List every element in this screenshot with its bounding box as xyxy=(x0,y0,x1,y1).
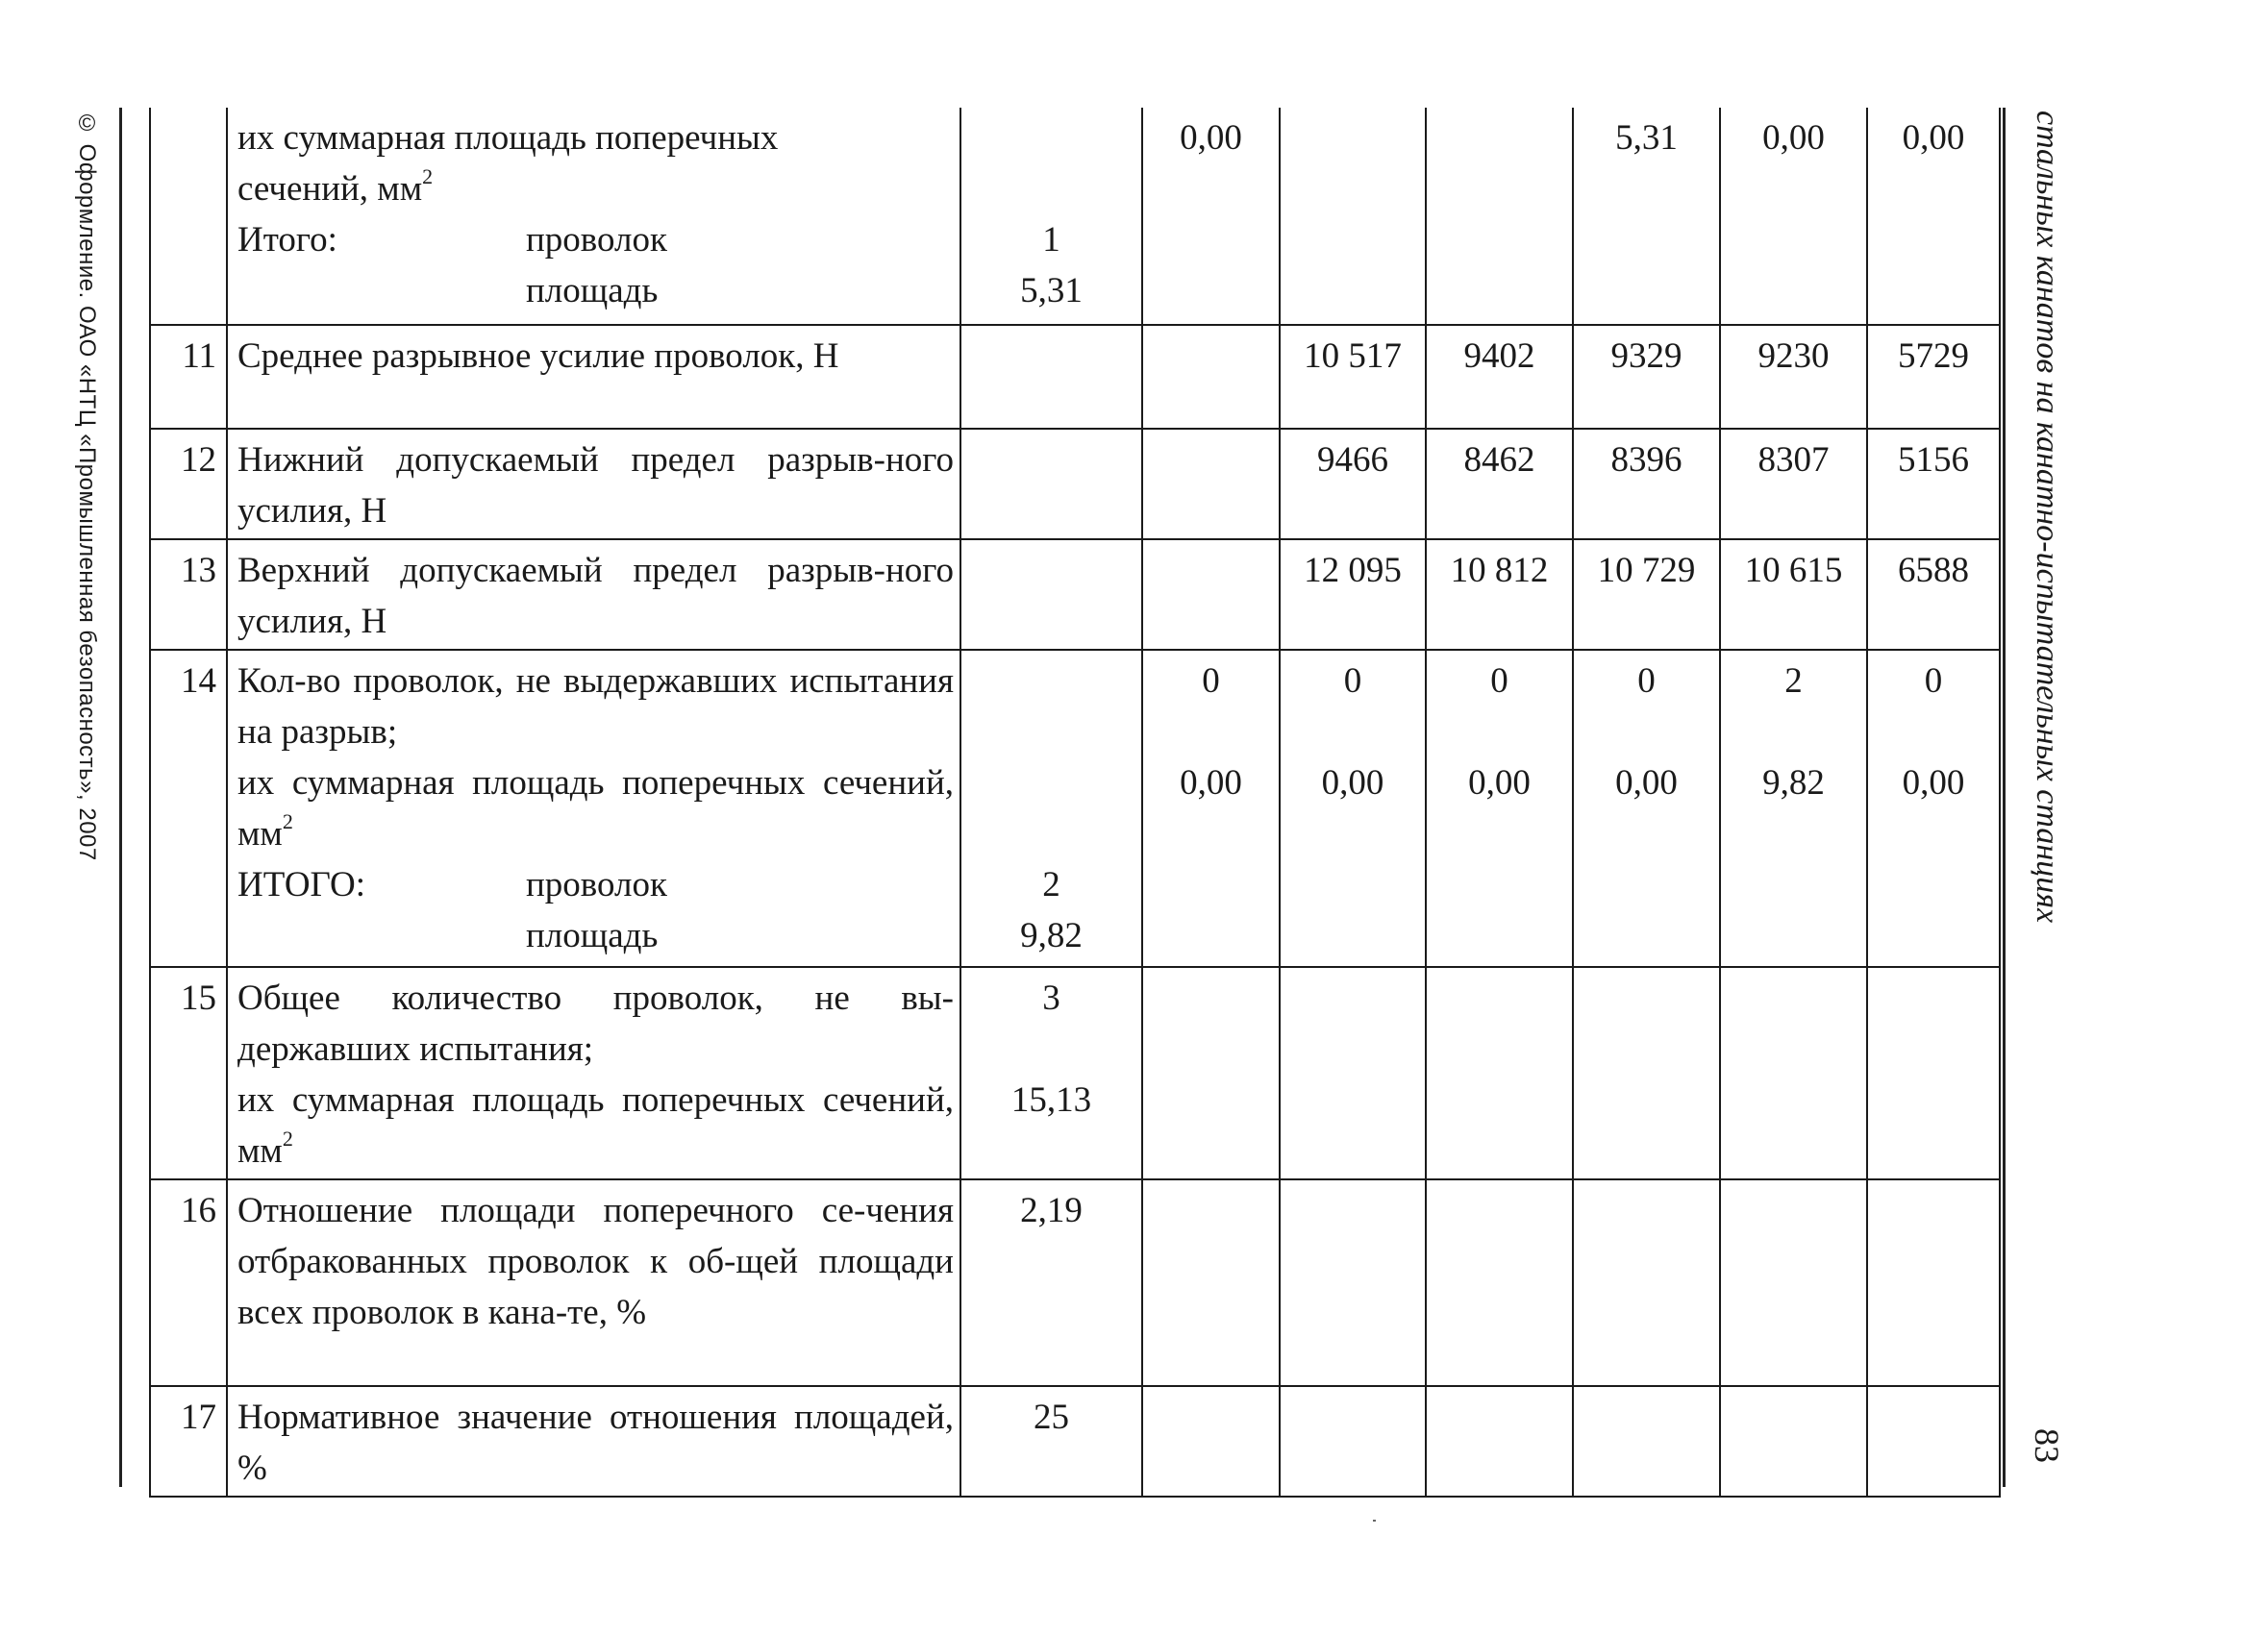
value-cell: 0 0,00 xyxy=(1867,650,2000,967)
value-cell xyxy=(1426,108,1573,325)
value-cell xyxy=(1280,967,1426,1179)
value-cell: 0 0,00 xyxy=(1142,650,1280,967)
value-cell: 10 615 xyxy=(1720,539,1867,650)
value-cell xyxy=(1142,429,1280,539)
total-cell: 1 5,31 xyxy=(960,108,1142,325)
value-cell: 10 517 xyxy=(1280,325,1426,429)
row-description: Отношение площади поперечного се-чения отбракованных проволок к об-щей площади всех проволок в кана-те, % xyxy=(227,1179,960,1386)
value-cell: 8396 xyxy=(1573,429,1720,539)
copyright-vertical: © Оформление. ОАО «НТЦ «Промышленная безопасность», 2007 xyxy=(74,111,100,861)
value-cell: 9329 xyxy=(1573,325,1720,429)
value-cell xyxy=(1867,967,2000,1179)
row-description: Верхний допускаемый предел разрыв-ного усилия, Н xyxy=(227,539,960,650)
table-row xyxy=(150,1179,2000,1386)
row-number: 16 xyxy=(150,1179,227,1386)
value-cell xyxy=(1720,967,1867,1179)
value-cell xyxy=(1720,1386,1867,1497)
value-cell: 12 095 xyxy=(1280,539,1426,650)
value-cell: 9402 xyxy=(1426,325,1573,429)
value-cell: 5729 xyxy=(1867,325,2000,429)
right-margin-rule xyxy=(2003,108,2006,1487)
row-description: Нижний допускаемый предел разрыв-ного усилия, Н xyxy=(227,429,960,539)
row-number: 17 xyxy=(150,1386,227,1497)
table-row xyxy=(150,429,2000,539)
total-cell: 3 15,13 xyxy=(960,967,1142,1179)
value-cell xyxy=(1280,108,1426,325)
value-cell: 8307 xyxy=(1720,429,1867,539)
page-number: 83 xyxy=(2028,1428,2066,1463)
running-header-vertical: стальных канатов на канатно-испытательных станциях xyxy=(2030,111,2065,924)
value-cell: 0 0,00 xyxy=(1426,650,1573,967)
value-cell: 0,00 xyxy=(1142,108,1280,325)
value-cell xyxy=(1426,967,1573,1179)
value-cell xyxy=(1142,1179,1280,1386)
value-cell: 0 0,00 xyxy=(1573,650,1720,967)
value-cell xyxy=(1573,1179,1720,1386)
row-description: Нормативное значение отношения площадей, % xyxy=(227,1386,960,1497)
row-description: их суммарная площадь поперечных сечений, $мм^2$ Итого: проволок площадь xyxy=(227,108,960,325)
scan-speck xyxy=(1373,1520,1376,1522)
results-table xyxy=(149,108,2001,1498)
total-cell: 25 xyxy=(960,1386,1142,1497)
value-cell xyxy=(1142,325,1280,429)
value-cell xyxy=(1426,1386,1573,1497)
table-row xyxy=(150,108,2000,325)
value-cell xyxy=(1720,1179,1867,1386)
value-cell: 0,00 xyxy=(1720,108,1867,325)
table-row xyxy=(150,325,2000,429)
value-cell xyxy=(1142,1386,1280,1497)
value-cell xyxy=(1142,967,1280,1179)
value-cell: 9466 xyxy=(1280,429,1426,539)
value-cell: 5,31 xyxy=(1573,108,1720,325)
value-cell xyxy=(1867,1386,2000,1497)
value-cell: 10 812 xyxy=(1426,539,1573,650)
row-number: 11 xyxy=(150,325,227,429)
value-cell: 2 9,82 xyxy=(1720,650,1867,967)
value-cell: 0 0,00 xyxy=(1280,650,1426,967)
left-margin-rule xyxy=(119,108,122,1487)
table-row xyxy=(150,967,2000,1179)
value-cell xyxy=(1573,967,1720,1179)
value-cell: 9230 xyxy=(1720,325,1867,429)
row-number: 13 xyxy=(150,539,227,650)
total-cell: 2,19 xyxy=(960,1179,1142,1386)
table-row xyxy=(150,539,2000,650)
value-cell xyxy=(1426,1179,1573,1386)
value-cell: 10 729 xyxy=(1573,539,1720,650)
value-cell xyxy=(1280,1179,1426,1386)
row-number: 15 xyxy=(150,967,227,1179)
table-row xyxy=(150,650,2000,967)
value-cell xyxy=(1867,1179,2000,1386)
table-row xyxy=(150,1386,2000,1497)
value-cell xyxy=(1142,539,1280,650)
value-cell: 0,00 xyxy=(1867,108,2000,325)
row-description: Среднее разрывное усилие проволок, Н xyxy=(227,325,960,429)
row-number: 14 xyxy=(150,650,227,967)
total-cell xyxy=(960,325,1142,429)
value-cell xyxy=(1280,1386,1426,1497)
row-description: Кол-во проволок, не выдержавших испытания на разрыв; их суммарная площадь поперечных сечений, $мм^2$ ИТОГО: проволок площадь xyxy=(227,650,960,967)
total-cell xyxy=(960,539,1142,650)
value-cell: 5156 xyxy=(1867,429,2000,539)
total-cell: 2 9,82 xyxy=(960,650,1142,967)
total-cell xyxy=(960,429,1142,539)
row-description: Общее количество проволок, не вы-державших испытания; их суммарная площадь поперечных сечений, $мм^2$ xyxy=(227,967,960,1179)
row-number xyxy=(150,108,227,325)
value-cell: 6588 xyxy=(1867,539,2000,650)
value-cell xyxy=(1573,1386,1720,1497)
value-cell: 8462 xyxy=(1426,429,1573,539)
row-number: 12 xyxy=(150,429,227,539)
